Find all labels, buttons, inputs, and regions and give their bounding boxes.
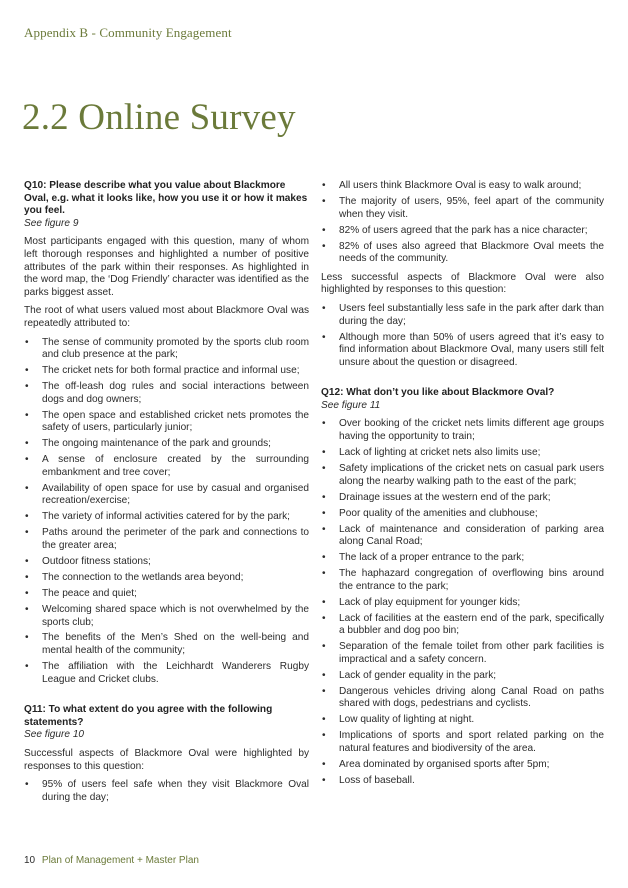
list-item: • The cricket nets for both formal practice and informal use; — [25, 365, 300, 377]
list-item: • Low quality of lighting at night. — [322, 714, 475, 726]
list-item: • Although more than 50% of users agreed that it’s easy to find information about Blackmore Oval, many users still felt unsure about the question or disagreed. — [322, 331, 604, 368]
q11-figure-ref: See figure 10 — [24, 729, 85, 741]
list-item: • Dangerous vehicles driving along Canal Road on paths shared with dogs, pedestrians and cyclists. — [322, 685, 604, 710]
list-item: • Poor quality of the amenities and clubhouse; — [322, 507, 538, 519]
list-item: • Availability of open space for use by casual and organised recreation/exercise; — [25, 482, 309, 507]
bullet-icon: • — [25, 381, 29, 393]
bullet-icon: • — [322, 331, 326, 343]
list-item: • The connection to the wetlands area beyond; — [25, 571, 244, 583]
list-item: • The open space and established cricket nets promotes the safety of users, particularly junior; — [25, 409, 309, 434]
list-item: • Lack of gender equality in the park; — [322, 669, 497, 681]
list-item: • The ongoing maintenance of the park and grounds; — [25, 438, 271, 450]
list-item: • The peace and quiet; — [25, 587, 137, 599]
list-item: • The affiliation with the Leichhardt Wanderers Rugby League and Cricket clubs. — [25, 661, 309, 685]
list-item: • The lack of a proper entrance to the park; — [322, 552, 525, 564]
list-item: • 82% of users agreed that the park has a nice character; — [322, 224, 588, 236]
bullet-icon: • — [322, 180, 326, 191]
q12-figure-ref: See figure 11 — [321, 399, 381, 411]
bullet-icon: • — [322, 669, 326, 681]
list-item: • The off-leash dog rules and social interactions between dogs and dog owners; — [25, 381, 309, 405]
bullet-icon: • — [322, 596, 326, 608]
list-item: • 95% of users feel safe when they visit Blackmore Oval during the day; — [25, 779, 309, 803]
q12-list — [321, 418, 604, 787]
q11-list-left — [24, 779, 309, 804]
page-number: 10 — [24, 855, 36, 866]
bullet-icon: • — [25, 482, 29, 494]
list-item: • Lack of play equipment for younger kids; — [322, 596, 521, 608]
list-item: • Over booking of the cricket nets limits different age groups having the opportunity to train; — [322, 418, 604, 443]
bullet-icon: • — [25, 779, 29, 791]
bullet-icon: • — [25, 409, 29, 421]
q10-paragraph-1: Most participants engaged with this question, many of whom left thorough responses and highlighted a number of positive attributes of the park within their responses. As highlighted in the word map, the ‘Dog Friendly’ character was identified as the parks biggest asset. — [24, 236, 309, 298]
q11-paragraph-1: Successful aspects of Blackmore Oval were highlighted by responses to this question: — [24, 748, 309, 772]
bullet-icon: • — [25, 527, 29, 539]
bullet-icon: • — [25, 336, 29, 348]
list-item: • Lack of facilities at the eastern end of the park, specifically a bubbler and dog poo bin; — [322, 612, 604, 637]
bullet-icon: • — [25, 603, 29, 615]
bullet-icon: • — [322, 463, 326, 475]
list-item: • 82% of uses also agreed that Blackmore Oval meets the needs of the community. — [322, 240, 604, 265]
page-footer — [24, 855, 199, 866]
bullet-icon: • — [25, 571, 29, 583]
q11-list-right — [321, 180, 604, 266]
list-item: • Implications of sports and sport related parking on the natural features and biodiversity of the area. — [322, 730, 604, 754]
right-column — [321, 180, 604, 794]
bullet-icon: • — [25, 555, 29, 567]
list-item: • A sense of enclosure created by the surrounding embankment and tree cover; — [25, 454, 309, 478]
bullet-icon: • — [322, 552, 326, 564]
list-item: • The haphazard congregation of overflowing bins around the entrance to the park; — [322, 568, 604, 592]
bullet-icon: • — [25, 454, 29, 466]
list-item: • Lack of maintenance and consideration of parking area along Canal Road; — [322, 523, 604, 548]
list-item: • The variety of informal activities catered for by the park; — [25, 511, 290, 523]
bullet-icon: • — [25, 365, 29, 377]
bullet-icon: • — [322, 568, 326, 580]
bullet-icon: • — [25, 511, 29, 523]
page-title: 2.2 Online Survey — [22, 97, 296, 138]
bullet-icon: • — [322, 523, 326, 535]
page-header: Appendix B - Community Engagement — [24, 25, 232, 40]
q11-paragraph-2: Less successful aspects of Blackmore Oval were also highlighted by responses to this question: — [321, 271, 604, 296]
bullet-icon: • — [322, 641, 326, 653]
list-item: • Loss of baseball. — [322, 774, 415, 786]
list-item: • Area dominated by organised sports after 5pm; — [322, 758, 550, 770]
list-item: • Separation of the female toilet from other park facilities is impractical and a safety concern. — [322, 641, 604, 665]
bullet-icon: • — [322, 302, 326, 314]
bullet-icon: • — [322, 447, 326, 459]
list-item: • Welcoming shared space which is not overwhelmed by the sports club; — [25, 603, 309, 628]
bullet-icon: • — [322, 507, 326, 519]
list-item: • Safety implications of the cricket nets on casual park users along the nearby walking path to the east of the park; — [322, 463, 604, 487]
bullet-icon: • — [322, 195, 326, 207]
bullet-icon: • — [322, 418, 326, 430]
bullet-icon: • — [322, 491, 326, 503]
bullet-icon: • — [25, 632, 29, 644]
q10-list — [24, 337, 309, 687]
bullet-icon: • — [322, 774, 326, 786]
bullet-icon: • — [322, 730, 326, 742]
bullet-icon: • — [25, 438, 29, 450]
list-item: • The sense of community promoted by the sports club room and club presence at the park; — [25, 336, 309, 361]
q10-figure-ref: See figure 9 — [24, 217, 79, 229]
bullet-icon: • — [25, 587, 29, 599]
bullet-icon: • — [322, 224, 326, 236]
list-item: • Outdoor fitness stations; — [25, 555, 151, 567]
list-item: • Drainage issues at the western end of the park; — [322, 491, 551, 503]
list-item: • All users think Blackmore Oval is easy to walk around; — [322, 180, 582, 191]
q11-question: Q11: To what extent do you agree with the following statements? — [24, 704, 273, 728]
list-item: • Lack of lighting at cricket nets also limits use; — [322, 447, 541, 459]
bullet-icon: • — [322, 685, 326, 697]
bullet-icon: • — [25, 661, 29, 673]
list-item: • Users feel substantially less safe in the park after dark than during the day; — [322, 302, 604, 327]
left-column — [24, 180, 309, 810]
list-item: • Paths around the perimeter of the park and connections to the greater area; — [25, 527, 309, 551]
list-item: • The benefits of the Men’s Shed on the well-being and mental health of the community; — [25, 632, 309, 657]
document-title: Plan of Management + Master Plan — [41, 855, 199, 866]
bullet-icon: • — [322, 240, 326, 252]
q10-question: Q10: Please describe what you value about Blackmore Oval, e.g. what it looks like, how you use it or how it makes you feel. — [24, 180, 308, 217]
list-item: • The majority of users, 95%, feel apart of the community when they visit. — [322, 195, 604, 220]
q11-list-less — [321, 303, 604, 369]
bullet-icon: • — [322, 758, 326, 770]
bullet-icon: • — [322, 714, 326, 726]
q10-paragraph-2: The root of what users valued most about Blackmore Oval was repeatedly attributed to: — [24, 305, 309, 329]
bullet-icon: • — [322, 612, 326, 624]
q12-question: Q12: What don’t you like about Blackmore Oval? — [321, 387, 555, 399]
